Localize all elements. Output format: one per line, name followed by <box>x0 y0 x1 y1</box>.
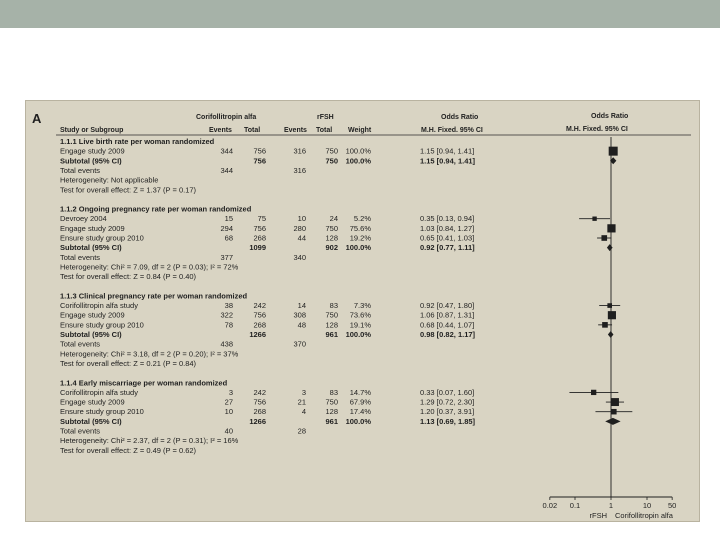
summary-text: Heterogeneity: Chi² = 7.09, df = 2 (P = 0.03); I² = 72% <box>60 262 239 272</box>
subtotal-diamond <box>605 418 620 425</box>
weight-cell: 75.6% <box>349 223 371 233</box>
or-ci-cell: 1.20 [0.37, 3.91] <box>420 407 475 417</box>
study-name: Ensure study group 2010 <box>60 233 144 243</box>
events2-cell: 280 <box>293 223 306 233</box>
events2-cell: 340 <box>293 252 306 262</box>
or-ci-cell: 0.68 [0.44, 1.07] <box>420 320 475 330</box>
events1-header: Events <box>209 127 232 134</box>
events1-cell: 10 <box>224 407 233 417</box>
study-name: Corifollitropin alfa study <box>60 301 138 311</box>
or-ci-cell: 0.92 [0.47, 1.80] <box>420 301 475 311</box>
weight-cell: 100.0% <box>345 146 371 156</box>
total2-cell: 750 <box>325 223 338 233</box>
total1-cell: 1099 <box>249 243 266 253</box>
weight-cell: 100.0% <box>345 243 371 253</box>
study-name: Engage study 2009 <box>60 310 125 320</box>
study-name: Ensure study group 2010 <box>60 320 144 330</box>
subgroup-heading: 1.1.3 Clinical pregnancy rate per woman randomized <box>60 291 248 301</box>
total1-cell: 756 <box>253 146 266 156</box>
group2-header: rFSH <box>317 114 334 121</box>
summary-text: Test for overall effect: Z = 1.37 (P = 0.17) <box>60 185 197 195</box>
total1-cell: 756 <box>253 310 266 320</box>
point-estimate <box>602 322 608 328</box>
subtotal-diamond <box>608 331 614 338</box>
plot-method-header: M.H. Fixed. 95% CI <box>566 126 628 133</box>
total2-cell: 750 <box>325 397 338 407</box>
weight-cell: 19.2% <box>349 233 371 243</box>
events1-cell: 40 <box>224 426 233 436</box>
events1-cell: 3 <box>228 387 233 397</box>
or-ci-cell: 0.65 [0.41, 1.03] <box>420 233 475 243</box>
point-estimate <box>607 303 612 308</box>
subgroup-heading: 1.1.2 Ongoing pregnancy rate per woman randomized <box>60 204 252 214</box>
point-estimate <box>607 224 615 232</box>
point-estimate <box>601 235 607 241</box>
events2-cell: 316 <box>293 146 306 156</box>
summary-text: Test for overall effect: Z = 0.49 (P = 0.62) <box>60 445 197 455</box>
study-name: Subtotal (95% CI) <box>60 330 122 339</box>
subgroup-heading: 1.1.4 Early miscarriage per woman randomized <box>60 378 228 388</box>
total2-cell: 750 <box>325 156 338 166</box>
events1-cell: 294 <box>220 223 233 233</box>
x-tick-label: 0.02 <box>542 501 558 510</box>
study-name: Engage study 2009 <box>60 146 125 156</box>
total2-header: Total <box>316 127 333 134</box>
summary-text: Heterogeneity: Not applicable <box>60 175 159 185</box>
forest-plot <box>26 101 701 523</box>
events2-cell: 316 <box>293 165 306 175</box>
weight-cell: 5.2% <box>353 214 371 224</box>
events1-cell: 322 <box>220 310 233 320</box>
total2-cell: 902 <box>325 243 338 253</box>
or-ci-cell: 0.98 [0.82, 1.17] <box>420 330 476 339</box>
or-ci-cell: 1.15 [0.94, 1.41] <box>420 146 475 156</box>
plot-title: Odds Ratio <box>591 113 629 120</box>
summary-text: Total events <box>60 426 101 436</box>
point-estimate <box>609 147 618 156</box>
total2-cell: 83 <box>329 301 338 311</box>
events2-cell: 10 <box>297 214 306 224</box>
plot-area <box>543 137 677 520</box>
weight-cell: 19.1% <box>349 320 371 330</box>
total1-cell: 242 <box>253 301 266 311</box>
events1-cell: 344 <box>220 146 233 156</box>
study-name: Engage study 2009 <box>60 397 125 407</box>
favours-right-label: Corifollitropin alfa <box>615 511 673 520</box>
weight-cell: 7.3% <box>353 301 371 311</box>
summary-text: Total events <box>60 339 101 349</box>
events1-cell: 78 <box>224 320 233 330</box>
or-ci-cell: 0.35 [0.13, 0.94] <box>420 214 475 224</box>
x-tick-label: 0.1 <box>569 501 581 510</box>
weight-cell: 100.0% <box>345 416 371 426</box>
study-header: Study or Subgroup <box>60 127 124 134</box>
or-ci-cell: 1.13 [0.69, 1.85] <box>420 416 476 426</box>
summary-text: Heterogeneity: Chi² = 2.37, df = 2 (P = 0.31); I² = 16% <box>60 436 239 446</box>
events2-cell: 28 <box>297 426 306 436</box>
study-name: Corifollitropin alfa study <box>60 387 138 397</box>
summary-text: Total events <box>60 252 101 262</box>
total2-cell: 750 <box>325 146 338 156</box>
events2-cell: 21 <box>297 397 306 407</box>
or-ci-cell: 1.29 [0.72, 2.30] <box>420 397 475 407</box>
or-ci-cell: 0.33 [0.07, 1.60] <box>420 387 475 397</box>
events1-cell: 27 <box>224 397 233 407</box>
summary-text: Total events <box>60 165 101 175</box>
total2-cell: 750 <box>325 310 338 320</box>
total2-cell: 128 <box>325 320 338 330</box>
events2-cell: 4 <box>301 407 306 417</box>
total1-cell: 268 <box>253 407 266 417</box>
total2-cell: 24 <box>329 214 338 224</box>
summary-text: Test for overall effect: Z = 0.84 (P = 0.40) <box>60 272 197 282</box>
study-name: Subtotal (95% CI) <box>60 416 122 426</box>
events2-cell: 48 <box>297 320 306 330</box>
events1-cell: 438 <box>220 339 233 349</box>
total1-cell: 75 <box>257 214 266 224</box>
point-estimate <box>592 217 596 221</box>
panel-letter: A <box>32 111 42 126</box>
events2-cell: 14 <box>297 301 306 311</box>
study-name: Subtotal (95% CI) <box>60 156 122 166</box>
table-rows <box>60 137 476 455</box>
total1-cell: 756 <box>253 397 266 407</box>
total1-cell: 756 <box>253 223 266 233</box>
or-ci-cell: 1.15 [0.94, 1.41] <box>420 156 476 166</box>
study-name: Engage study 2009 <box>60 223 125 233</box>
weight-cell: 100.0% <box>345 156 371 166</box>
weight-cell: 67.9% <box>349 397 371 407</box>
or-ci-cell: 0.92 [0.77, 1.11] <box>420 243 475 253</box>
events2-header: Events <box>284 127 307 134</box>
summary-text: Test for overall effect: Z = 0.21 (P = 0.84) <box>60 358 197 368</box>
study-name: Devroey 2004 <box>60 214 107 224</box>
total1-cell: 756 <box>253 156 266 166</box>
subgroup-heading: 1.1.1 Live birth rate per woman randomized <box>60 137 215 146</box>
x-tick-label: 10 <box>642 501 652 510</box>
or-ci-cell: 1.06 [0.87, 1.31] <box>420 310 475 320</box>
events1-cell: 15 <box>224 214 233 224</box>
weight-cell: 100.0% <box>345 330 371 339</box>
point-estimate <box>608 311 616 319</box>
study-name: Subtotal (95% CI) <box>60 243 122 253</box>
forest-plot-photo <box>25 100 700 522</box>
x-tick-label: 1 <box>608 501 614 510</box>
total1-cell: 242 <box>253 387 266 397</box>
total1-cell: 268 <box>253 320 266 330</box>
total1-cell: 1266 <box>249 416 266 426</box>
or-method-header: M.H. Fixed. 95% CI <box>421 127 483 134</box>
study-name: Ensure study group 2010 <box>60 407 144 417</box>
events1-cell: 38 <box>224 301 233 311</box>
point-estimate <box>611 398 619 406</box>
or-title: Odds Ratio <box>441 114 479 121</box>
or-ci-cell: 1.03 [0.84, 1.27] <box>420 223 475 233</box>
title-bar <box>0 0 720 28</box>
total1-cell: 268 <box>253 233 266 243</box>
weight-header: Weight <box>348 127 372 134</box>
summary-text: Heterogeneity: Chi² = 3.18, df = 2 (P = 0.20); I² = 37% <box>60 349 239 359</box>
events1-cell: 68 <box>224 233 233 243</box>
events2-cell: 44 <box>297 233 306 243</box>
point-estimate <box>611 409 617 415</box>
events1-cell: 344 <box>220 165 233 175</box>
total2-cell: 128 <box>325 233 338 243</box>
x-tick-label: 50 <box>667 501 677 510</box>
weight-cell: 17.4% <box>349 407 371 417</box>
total2-cell: 961 <box>325 416 338 426</box>
favours-left-label: rFSH <box>589 511 607 520</box>
subtotal-diamond <box>607 244 613 251</box>
events2-cell: 370 <box>293 339 306 349</box>
point-estimate <box>591 390 596 395</box>
total2-cell: 961 <box>325 330 338 339</box>
weight-cell: 73.6% <box>349 310 371 320</box>
events2-cell: 3 <box>301 387 306 397</box>
total2-cell: 83 <box>329 387 338 397</box>
group1-header: Corifollitropin alfa <box>196 114 257 121</box>
total2-cell: 128 <box>325 407 338 417</box>
events1-cell: 377 <box>220 252 233 262</box>
total1-header: Total <box>244 127 261 134</box>
weight-cell: 14.7% <box>349 387 371 397</box>
total1-cell: 1266 <box>249 330 266 339</box>
events2-cell: 308 <box>293 310 306 320</box>
